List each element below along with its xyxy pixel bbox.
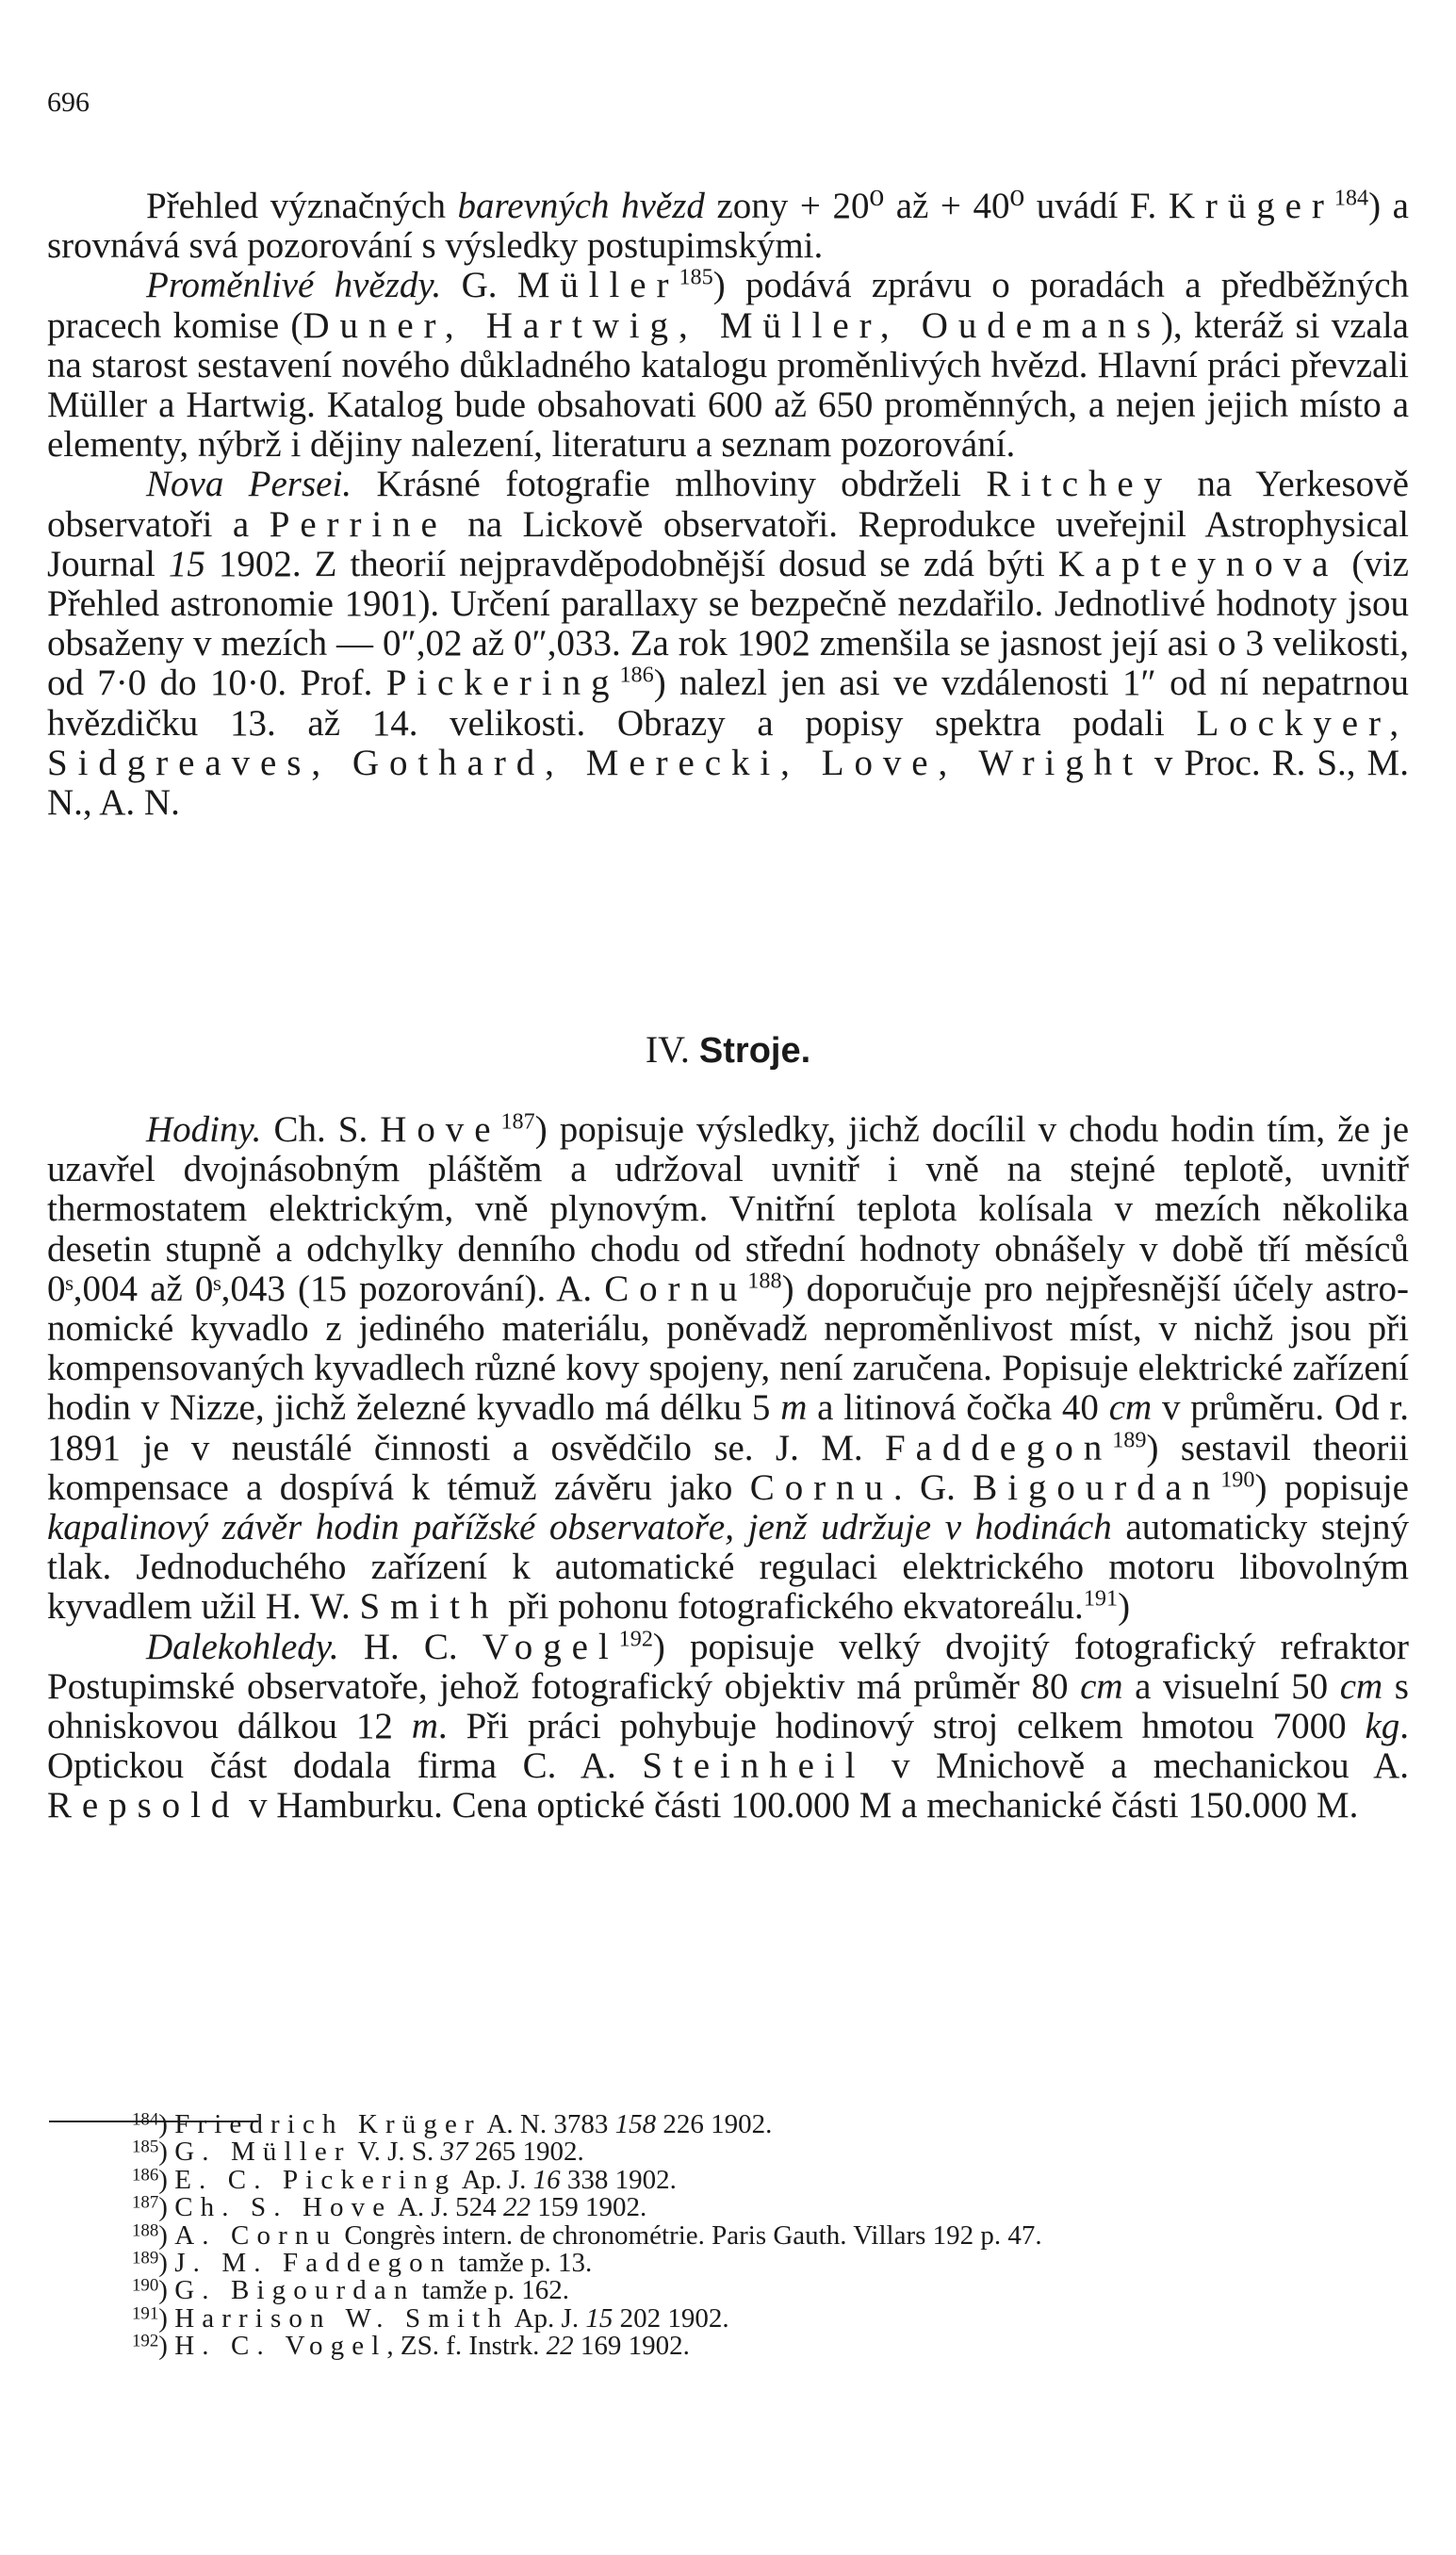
author-name: Bigourdan <box>973 1466 1221 1508</box>
paragraph-nova-persei: Nova Persei. Krásné fotografie mlhoviny obdrželi Ritchey na Yerkesově observatoři a Perrine na Lickově observatoři. Reprodukce uveřejnil Astrophysical Journal 15 1902. Z theorií nejpravděpodobnější dosud se zdá býti Kapteynova (viz Přehled astronomie 1901). Určení parallaxy se bezpečně nezdařilo. Jednotlivé hodnoty jsou obsaženy v mezích — 0″,02 až 0″,033. Za rok 1902 zmenšila se jasnost její asi o 3 velikosti, od 7·0 do 10·0. Prof. Pickering$^{186}$) nalezl jen asi ve vzdálenosti 1″ od ní nepatrnou hvězdičku 13. až 14. velikosti. Obrazy a popisy spektra podali Lockyer, Sidgreaves, Gothard, Merecki, Love, Wright v Proc. R. S., M. N., A. N. <box>47 464 1409 824</box>
paragraph-heading: Hodiny. <box>146 1109 262 1150</box>
section-title: Stroje. <box>698 1031 811 1071</box>
footnotes <box>132 2111 1414 2361</box>
author-name: Smith <box>359 1586 499 1628</box>
author-name: Faddegon <box>885 1427 1113 1468</box>
section-instruments <box>47 1110 1409 1826</box>
footnote-ref: 185 <box>679 265 713 291</box>
paragraph-clocks: Hodiny. Ch. S. Hove$^{187}$) popisuje výsledky, jichž docílil v chodu hodin tím, že je uzavřel dvojnásobným pláštěm a udržoval uvnitř i vně na stejné teplotě, uvnitř thermostatem elektrickým, vně plynovým. Vnitřní teplota kolísala v mezích několika desetin stupně a odchylky denního chodu od střední hodnoty obnášely v době tří měsíců 0ˢ,004 až 0ˢ,043 (15 pozorování). A. Cornu$^{188}$) doporučuje pro nejpřesnější účely astronomické kyvadlo z jediného materiálu, poněvadž neproměnlivost míst, v nichž jsou při kompensovaných kyvadlech různé kovy spojeny, není zaručena. Popisuje elektrické zařízení hodin v Nizze, jichž železné kyvadlo má délku 5 m a litinová čočka 40 cm v průměru. Od r. 1891 je v neustálé činnosti a osvědčilo se. J. M. Faddegon$^{189}$) sestavil theorii kompensace a dospívá k témuž závěru jako Cornu. G. Bigourdan$^{190}$) popisuje kapalinový závěr hodin pařížské observatoře, jenž udržuje v hodinách automaticky stejný tlak. Jednoduchého zařízení k automatické regulaci elektrického motoru libovolným kyvadlem užil H. W. Smith při pohonu fotografického ekvatoreálu.$^{191}$) <box>47 1108 1410 1628</box>
paragraph-telescopes: Dalekohledy. H. C. Vogel$^{192}$) popisuje velký dvojitý fotografický refraktor Postupimské observatoře, jehož fotografický objektiv má průměr 80 cm a visuelní 50 cm s ohniskovou dálkou 12 m. Při práci pohybuje hodinový stroj celkem hmotou 7000 kg. Optickou část dodala firma C. A. Steinheil v Mnichově a mechanickou A. Repsold v Hamburku. Cena optické části 100.000 M a mechanické části 150.000 M. <box>47 1626 1409 1826</box>
footnote-ref: 186 <box>619 663 654 689</box>
author-name: Müller <box>516 265 679 306</box>
footnote-ref: 188 <box>747 1268 782 1294</box>
footnote: $^{186}$) E. C. Pickering Ap. J. 16 338 1902. <box>132 2164 677 2195</box>
author-name: Kapteynova <box>1057 543 1339 584</box>
author-name: Hove <box>380 1109 501 1150</box>
footnote-ref: 191 <box>1083 1586 1119 1613</box>
author-name: Perrine <box>269 503 448 545</box>
paragraph-heading: Dalekohledy. <box>146 1626 339 1667</box>
paragraph-colored-stars: Přehled význačných barevných hvězd zony + 20⁰ až + 40⁰ uvádí F. Krüger$^{184}$) a srovnává svá pozorování s výsledky postupimskými. <box>47 185 1409 267</box>
footnote-ref: 184 <box>1333 185 1369 211</box>
footnote: $^{191}$) Harrison W. Smith Ap. J. 15 202 1902. <box>132 2302 729 2334</box>
section-heading <box>0 1027 1456 1072</box>
author-name: Krüger <box>1168 186 1334 226</box>
paragraph-variable-stars: Proměnlivé hvězdy. G. Müller$^{185}$) podává zprávu o poradách a předběžných pracech komise (Duner, Hartwig, Müller, Oudemans), kteráž si vzala na starost sestavení nového důkladného katalogu proměnlivých hvězd. Hlavní práci převzali Müller a Hartwig. Katalog bude obsahovati 600 až 650 proměnných, a nejen jejich místo a elementy, nýbrž i dějiny nalezení, literaturu a seznam pozorování. <box>47 265 1409 466</box>
footnote-ref: 189 <box>1112 1427 1147 1453</box>
page-number: 696 <box>47 87 90 118</box>
footnote-ref: 190 <box>1220 1466 1255 1493</box>
footnote: $^{190}$) G. Bigourdan tamže p. 162. <box>132 2275 569 2306</box>
footnote: $^{192}$) H. C. Vogel, ZS. f. Instrk. 22 169 1902. <box>132 2331 690 2362</box>
author-name: Vogel <box>482 1626 619 1667</box>
author-name: Cornu <box>604 1268 748 1309</box>
author-names: Lockyer, Sidgreaves, Gothard, Merecki, Love, Wright <box>47 702 1409 783</box>
paragraph-heading: Proměnlivé hvězdy. <box>146 265 442 306</box>
author-name: Cornu <box>749 1466 893 1508</box>
footnote-ref: 187 <box>500 1108 535 1135</box>
footnote: $^{187}$) Ch. S. Hove A. J. 524 22 159 1902. <box>132 2192 647 2223</box>
footnote-ref: 192 <box>618 1626 653 1652</box>
author-name: Steinheil <box>642 1745 866 1787</box>
footnote: $^{185}$) G. Müller V. J. S. 37 265 1902. <box>132 2137 584 2168</box>
paragraph-heading: Nova Persei. <box>146 464 352 505</box>
author-name: Pickering <box>385 663 620 704</box>
footnote: $^{189}$) J. M. Faddegon tamže p. 13. <box>132 2248 593 2279</box>
author-name: Ritchey <box>986 464 1173 505</box>
footnote: $^{188}$) A. Cornu Congrès intern. de chronométrie. Paris Gauth. Villars 192 p. 47. <box>132 2219 1042 2251</box>
footnote: $^{184}$) Friedrich Krüger A. N. 3783 158 226 1902. <box>132 2109 773 2139</box>
section-stars <box>47 187 1409 823</box>
author-name: Repsold <box>47 1785 240 1826</box>
section-numeral: IV. <box>645 1028 690 1071</box>
author-names: Duner, Hartwig, Müller, Oudemans <box>303 304 1161 346</box>
